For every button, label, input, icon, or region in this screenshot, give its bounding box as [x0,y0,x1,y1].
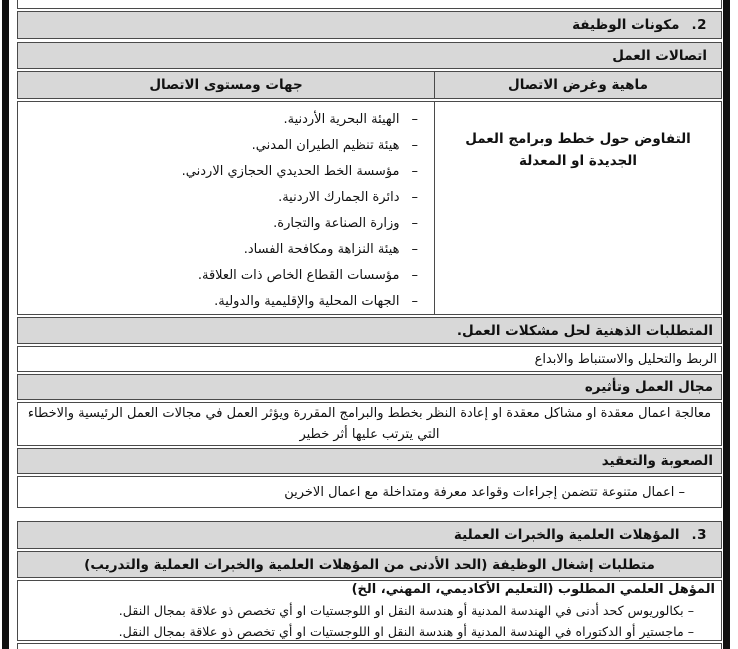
mental-requirements-body [17,346,722,372]
qualifications-requirements-header [17,551,722,578]
list-item [24,237,418,263]
column-header-purpose [434,72,721,98]
section-header-qualifications [17,521,722,549]
dash-bullet: – [411,164,418,179]
qualifications-body [17,580,722,641]
subsection-title: اتصالات العمل [612,47,707,64]
dash-bullet: – [411,294,418,309]
dash-bullet: – [411,190,418,205]
column-header-parties-label: جهات ومستوى الاتصال [149,77,303,93]
purpose-text: التفاوض حول خطط وبرامج العمل الجديدة او المعدلة [465,131,691,169]
requirements-header-text: متطلبات إشغال الوظيفة (الحد الأدنى من المؤهلات العلمية والخبرات العملية والتدريب) [84,556,655,573]
next-row-remnant [17,643,722,649]
body-text: معالجة اعمال معقدة او مشاكل معقدة او إعادة النظر بخطط والبرامج المقررة ويؤثر العمل في مجالات العمل الرئيسية والاخطاء التي يترتب عليها أثر خطير [27,406,712,442]
dash-bullet: – [411,268,418,283]
dash-bullet: – [411,112,418,127]
section-number: 3. [691,527,707,543]
list-item-text: مؤسسة الخط الحديدي الحجازي الاردني. [181,164,400,179]
list-item [24,263,418,289]
list-item-text: مؤسسات القطاع الخاص ذات العلاقة. [197,268,400,283]
list-item [24,107,418,133]
section-header-work-scope [17,374,722,400]
subsection-header-work-contacts [17,42,722,69]
education-label: المؤهل العلمي المطلوب (التعليم الأكاديمي، المهني، الخ) [351,582,715,597]
list-item [24,289,418,315]
list-item [24,211,418,237]
list-item-text: الهيئة البحرية الأردنية. [283,112,400,127]
section-number: 2. [691,17,707,33]
list-item [24,185,418,211]
list-item-text: وزارة الصناعة والتجارة. [273,216,400,231]
list-item: – بكالوريوس كحد أدنى في الهندسة المدنية أو هندسة النقل او اللوجستيات او أي تخصص ذو علاقة بمجال النقل. [118,603,694,618]
list-item [24,133,418,159]
dash-bullet: – [411,138,418,153]
list-item-text: هيئة النزاهة ومكافحة الفساد. [243,242,400,257]
section-title: المؤهلات العلمية والخبرات العملية [453,527,680,543]
list-item [24,159,418,185]
dash-bullet: – [411,216,418,231]
list-item: – ماجستير أو الدكتوراه في الهندسة المدنية أو هندسة النقل او اللوجستيات او أي تخصص ذو علاقة بمجال النقل. [118,624,694,639]
section-header-mental-requirements [17,317,722,344]
section-header-difficulty [17,448,722,474]
body-text: الربط والتحليل والاستنباط والابداع [534,351,717,367]
section-title: الصعوبة والتعقيد [601,453,713,469]
work-scope-body [17,402,722,446]
section-title: المتطلبات الذهنية لحل مشكلات العمل. [456,322,713,339]
page-border-right [723,0,730,649]
list-item-text: دائرة الجمارك الاردنية. [278,190,400,205]
parties-list [18,101,434,315]
section-header-job-components [17,11,722,39]
previous-row-remnant [17,0,722,9]
column-header-parties [18,72,434,98]
purpose-cell [434,102,721,314]
list-item-text: الجهات المحلية والإقليمية والدولية. [214,294,400,309]
document-body [17,0,722,649]
section-title: مكونات الوظيفة [572,17,680,33]
section-title: مجال العمل وتأثيره [584,379,713,395]
dash-bullet: – [411,242,418,257]
page-border-left [2,0,9,649]
difficulty-body [17,476,722,508]
contacts-table-header-row [17,71,722,99]
parties-cell [18,102,434,314]
contacts-table-body-row [17,101,722,315]
body-text: – اعمال متنوعة تتضمن إجراءات وقواعد معرفة ومتداخلة مع اعمال الاخرين [284,484,685,500]
column-header-purpose-label: ماهية وغرض الاتصال [508,77,648,93]
list-item-text: هيئة تنظيم الطيران المدني. [251,138,400,153]
